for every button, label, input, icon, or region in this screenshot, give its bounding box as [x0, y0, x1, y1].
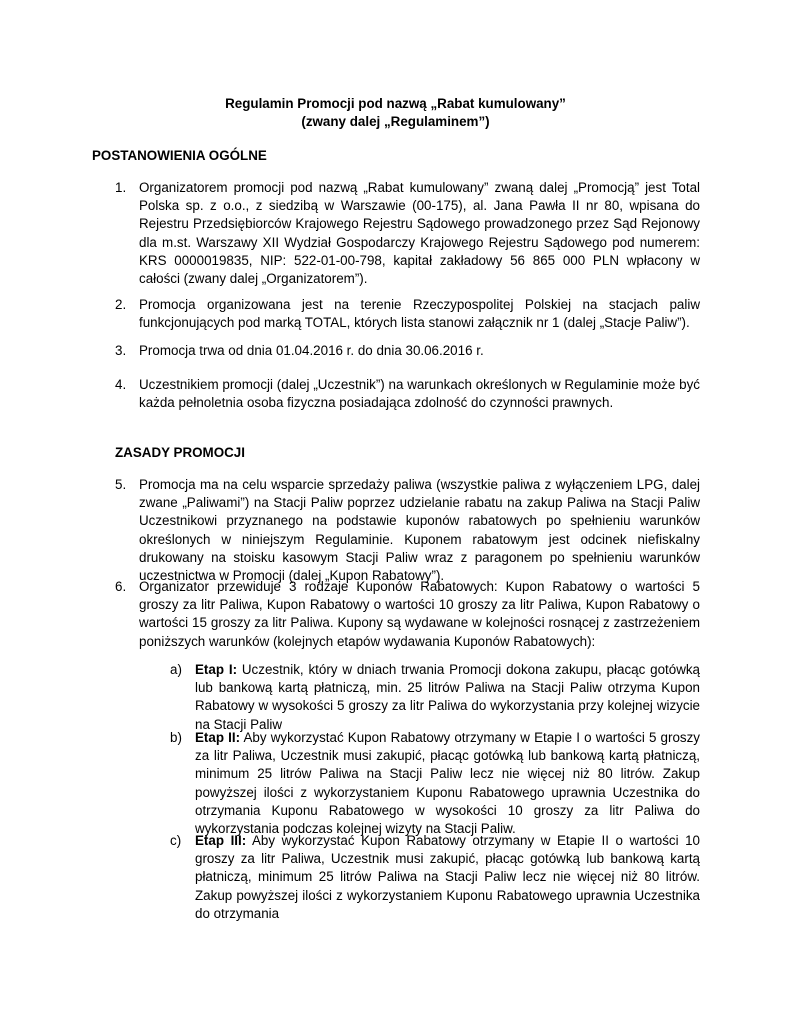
item-text: Organizator przewiduje 3 rodzaje Kuponów Rabatowych: Kupon Rabatowy o wartości 5 groszy za litr Paliwa, Kupon Rabatowy o wartości 10 groszy za litr Paliwa, Kupon Rabatowy o wartości 15 groszy za litr Paliwa. Kupony są wydawane w kolejności rosnącej z zastrzeżeniem poniższych warunków (kolejnych etapów wydawania Kuponów Rabatowych): — [139, 579, 700, 649]
item-number: 1. — [115, 180, 127, 195]
sub-item-text — [195, 729, 700, 838]
sub-item-text — [195, 832, 700, 923]
item-number: 6. — [115, 579, 127, 594]
item-text: Promocja trwa od dnia 01.04.2016 r. do dnia 30.06.2016 r. — [139, 343, 484, 358]
stage-label: Etap II: — [195, 730, 241, 745]
item-number: 2. — [115, 297, 127, 312]
item-number: 5. — [115, 477, 127, 492]
item-number: 3. — [115, 343, 127, 358]
section-heading-general: POSTANOWIENIA OGÓLNE — [92, 148, 267, 163]
sub-item-text — [195, 661, 700, 734]
item-text: Organizatorem promocji pod nazwą „Rabat kumulowany” zwaną dalej „Promocją” jest Total Polska sp. z o.o., z siedzibą w Warszawie (00-175), al. Jana Pawła II nr 80, wpisana do Rejestru Przedsiębiorców Krajowego Rejestru Sądowego prowadzonego przez Sąd Rejonowy dla m.st. Warszawy XII Wydział Gospodarczy Krajowego Rejestru Sądowego pod numerem: KRS 0000019835, NIP: 522-01-00-798, kapitał zakładowy 56 865 000 PLN wpłacony w całości (zwany dalej „Organizatorem”). — [139, 180, 700, 287]
sub-item-letter: c) — [170, 833, 182, 848]
document-subtitle: (zwany dalej „Regulaminem”) — [301, 114, 490, 129]
sub-item-letter: a) — [170, 662, 182, 677]
item-text: Uczestnikiem promocji (dalej „Uczestnik”) na warunkach określonych w Regulaminie może być każda pełnoletnia osoba fizyczna posiadająca zdolność do czynności prawnych. — [139, 377, 700, 411]
stage-text: Aby wykorzystać Kupon Rabatowy otrzymany w Etapie II o wartości 10 groszy za litr Paliwa, Uczestnik musi zakupić, płacąc gotówką lub bankową kartą płatniczą, minimum 25 litrów Paliwa na Stacji Paliw lecz nie więcej niż 80 litrów. Zakup powyższej ilości z wykorzystaniem Kuponu Rabatowego uprawnia Uczestnika do otrzymania — [195, 833, 701, 921]
item-text: Promocja ma na celu wsparcie sprzedaży paliwa (wszystkie paliwa z wyłączeniem LPG, dalej zwane „Paliwami”) na Stacji Paliw poprzez udzielanie rabatu na zakup Paliwa na Stacji Paliw Uczestnikowi przyznanego na podstawie kuponów rabatowych po spełnieniu warunków określonych w niniejszym Regulaminie. Kuponem rabatowym jest odcinek niefiskalny drukowany na stoisku kasowym Stacji Paliw wraz z paragonem po spełnieniu warunków uczestnictwa w Promocji (dalej „Kupon Rabatowy”). — [139, 477, 700, 584]
stage-label: Etap III: — [195, 833, 247, 848]
item-number: 4. — [115, 377, 127, 392]
section-heading-rules: ZASADY PROMOCJI — [115, 445, 245, 460]
stage-text: Uczestnik, który w dniach trwania Promocji dokona zakupu, płacąc gotówką lub bankową kartą płatniczą, min. 25 litrów Paliwa na Stacji Paliw otrzyma Kupon Rabatowy w wysokości 5 groszy za litr Paliwa do wykorzystania przy kolejnej wizycie na Stacji Paliw — [195, 662, 701, 732]
document-title: Regulamin Promocji pod nazwą „Rabat kumulowany” — [225, 96, 566, 111]
stage-label: Etap I: — [195, 662, 238, 677]
sub-item-letter: b) — [170, 730, 182, 745]
stage-text: Aby wykorzystać Kupon Rabatowy otrzymany w Etapie I o wartości 5 groszy za litr Paliwa, Uczestnik musi zakupić, płacąc gotówką lub bankową kartą płatniczą, minimum 25 litrów Paliwa na Stacji Paliw lecz nie więcej niż 80 litrów. Zakup powyższej ilości z wykorzystaniem Kuponu Rabatowego uprawnia Uczestnika do otrzymania Kuponu Rabatowego w wysokości 10 groszy za litr Paliwa do wykorzystania podczas kolejnej wizyty na Stacji Paliw. — [195, 730, 700, 837]
item-text: Promocja organizowana jest na terenie Rzeczypospolitej Polskiej na stacjach paliw funkcjonujących pod marką TOTAL, których lista stanowi załącznik nr 1 (dalej „Stacje Paliw”). — [139, 297, 700, 331]
